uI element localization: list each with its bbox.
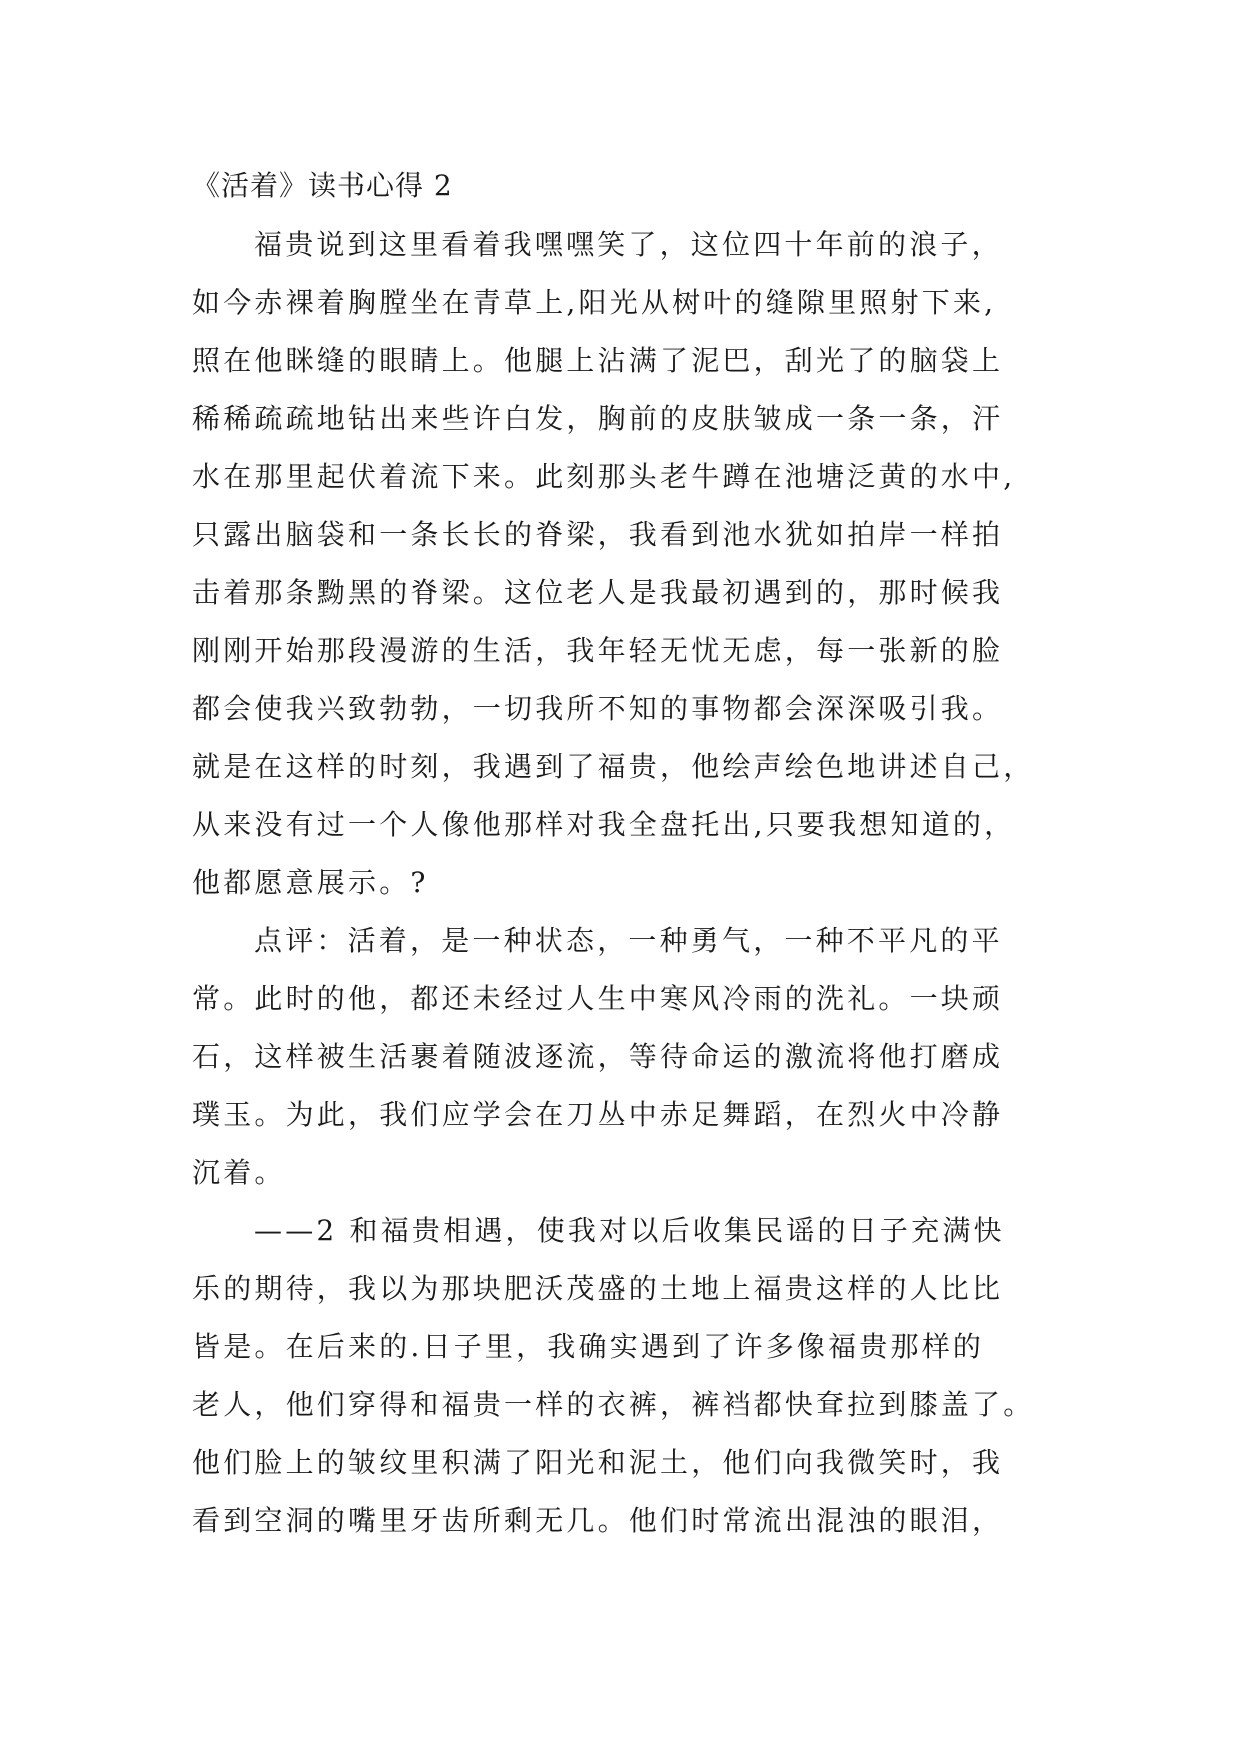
paragraph-line: 看到空洞的嘴里牙齿所剩无几。他们时常流出混浊的眼泪， — [192, 1504, 1004, 1537]
paragraph-line: 刚刚开始那段漫游的生活，我年轻无忧无虑，每一张新的脸 — [192, 634, 1004, 667]
paragraph-line: 璞玉。为此，我们应学会在刀丛中赤足舞蹈，在烈火中冷静 — [192, 1098, 1004, 1131]
paragraph-line: 石，这样被生活裹着随波逐流，等待命运的激流将他打磨成 — [192, 1040, 1004, 1073]
paragraph-line: 从来没有过一个人像他那样对我全盘托出,只要我想知道的， — [192, 808, 1016, 841]
paragraph-line: 照在他眯缝的眼睛上。他腿上沾满了泥巴，刮光了的脑袋上 — [192, 344, 1004, 377]
paragraph-line: 乐的期待，我以为那块肥沃茂盛的土地上福贵这样的人比比 — [192, 1272, 1004, 1305]
paragraph-line: 水在那里起伏着流下来。此刻那头老牛蹲在池塘泛黄的水中, — [192, 460, 1016, 493]
paragraph-line: 如今赤裸着胸膛坐在青草上,阳光从树叶的缝隙里照射下来, — [192, 286, 997, 319]
paragraph-line: 他们脸上的皱纹里积满了阳光和泥土，他们向我微笑时，我 — [192, 1446, 1004, 1479]
paragraph-line: 老人，他们穿得和福贵一样的衣裤，裤裆都快耷拉到膝盖了。 — [192, 1388, 1035, 1421]
paragraph-line: ——2 和福贵相遇，使我对以后收集民谣的日子充满快 — [254, 1214, 1005, 1247]
paragraph-line: 他都愿意展示。? — [192, 866, 429, 899]
paragraph-line: 福贵说到这里看着我嘿嘿笑了，这位四十年前的浪子， — [254, 228, 1003, 261]
paragraph-line: 沉着。 — [192, 1156, 286, 1189]
paragraph-line: 只露出脑袋和一条长长的脊梁，我看到池水犹如拍岸一样拍 — [192, 518, 1004, 551]
paragraph-line: 击着那条黝黑的脊梁。这位老人是我最初遇到的，那时候我 — [192, 576, 1004, 609]
document-title: 《活着》读书心得 2 — [192, 169, 453, 202]
paragraph-line: 都会使我兴致勃勃，一切我所不知的事物都会深深吸引我。 — [192, 692, 1004, 725]
paragraph-line: 常。此时的他，都还未经过人生中寒风冷雨的洗礼。一块顽 — [192, 982, 1004, 1015]
paragraph-line: 皆是。在后来的.日子里，我确实遇到了许多像福贵那样的 — [192, 1330, 985, 1363]
paragraph-line: 就是在这样的时刻，我遇到了福贵，他绘声绘色地讲述自己， — [192, 750, 1035, 783]
paragraph-line: 稀稀疏疏地钻出来些许白发，胸前的皮肤皱成一条一条，汗 — [192, 402, 1004, 435]
paragraph-line: 点评：活着，是一种状态，一种勇气，一种不平凡的平 — [254, 924, 1003, 957]
